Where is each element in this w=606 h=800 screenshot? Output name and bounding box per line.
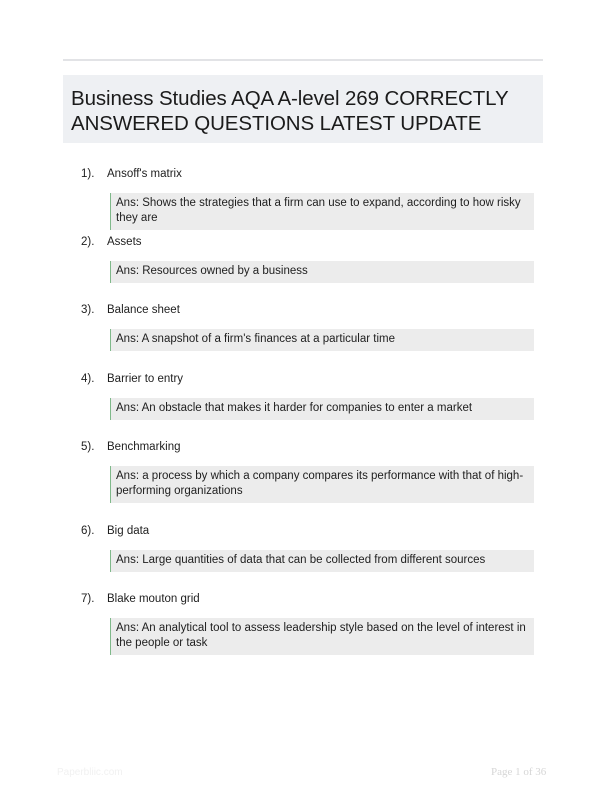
question-term: Assets	[107, 236, 142, 248]
answer-box: Ans: An obstacle that makes it harder for companies to enter a market	[110, 398, 534, 420]
page-number: Page 1 of 36	[491, 766, 547, 778]
top-divider	[63, 59, 543, 61]
question-term: Balance sheet	[107, 304, 180, 316]
question-term: Blake mouton grid	[107, 593, 200, 605]
question-number: 2).	[81, 236, 95, 248]
title-banner	[63, 75, 543, 143]
question-term: Barrier to entry	[107, 373, 184, 385]
question-number: 6).	[81, 525, 95, 537]
answer-box: Ans: Shows the strategies that a firm can use to expand, according to how risky they are	[110, 193, 534, 230]
answer-box: Ans: a process by which a company compares its performance with that of high-performing organizations	[110, 466, 534, 503]
answer-box: Ans: A snapshot of a firm's finances at a particular time	[110, 329, 534, 351]
question-number: 1).	[81, 168, 95, 180]
question-term: Benchmarking	[107, 441, 181, 453]
question-number: 7).	[81, 593, 95, 605]
answer-box: Ans: Resources owned by a business	[110, 261, 534, 283]
question-number: 4).	[81, 373, 95, 385]
answer-box: Ans: Large quantities of data that can be collected from different sources	[110, 550, 534, 572]
document-title: Business Studies AQA A-level 269 CORRECTLY ANSWERED QUESTIONS LATEST UPDATE	[71, 87, 509, 135]
question-term: Ansoff's matrix	[107, 168, 182, 180]
watermark-text: Paperbliic.com	[57, 767, 123, 778]
question-number: 3).	[81, 304, 95, 316]
answer-box: Ans: An analytical tool to assess leadership style based on the level of interest in the people or task	[110, 618, 534, 655]
question-number: 5).	[81, 441, 95, 453]
question-term: Big data	[107, 525, 150, 537]
